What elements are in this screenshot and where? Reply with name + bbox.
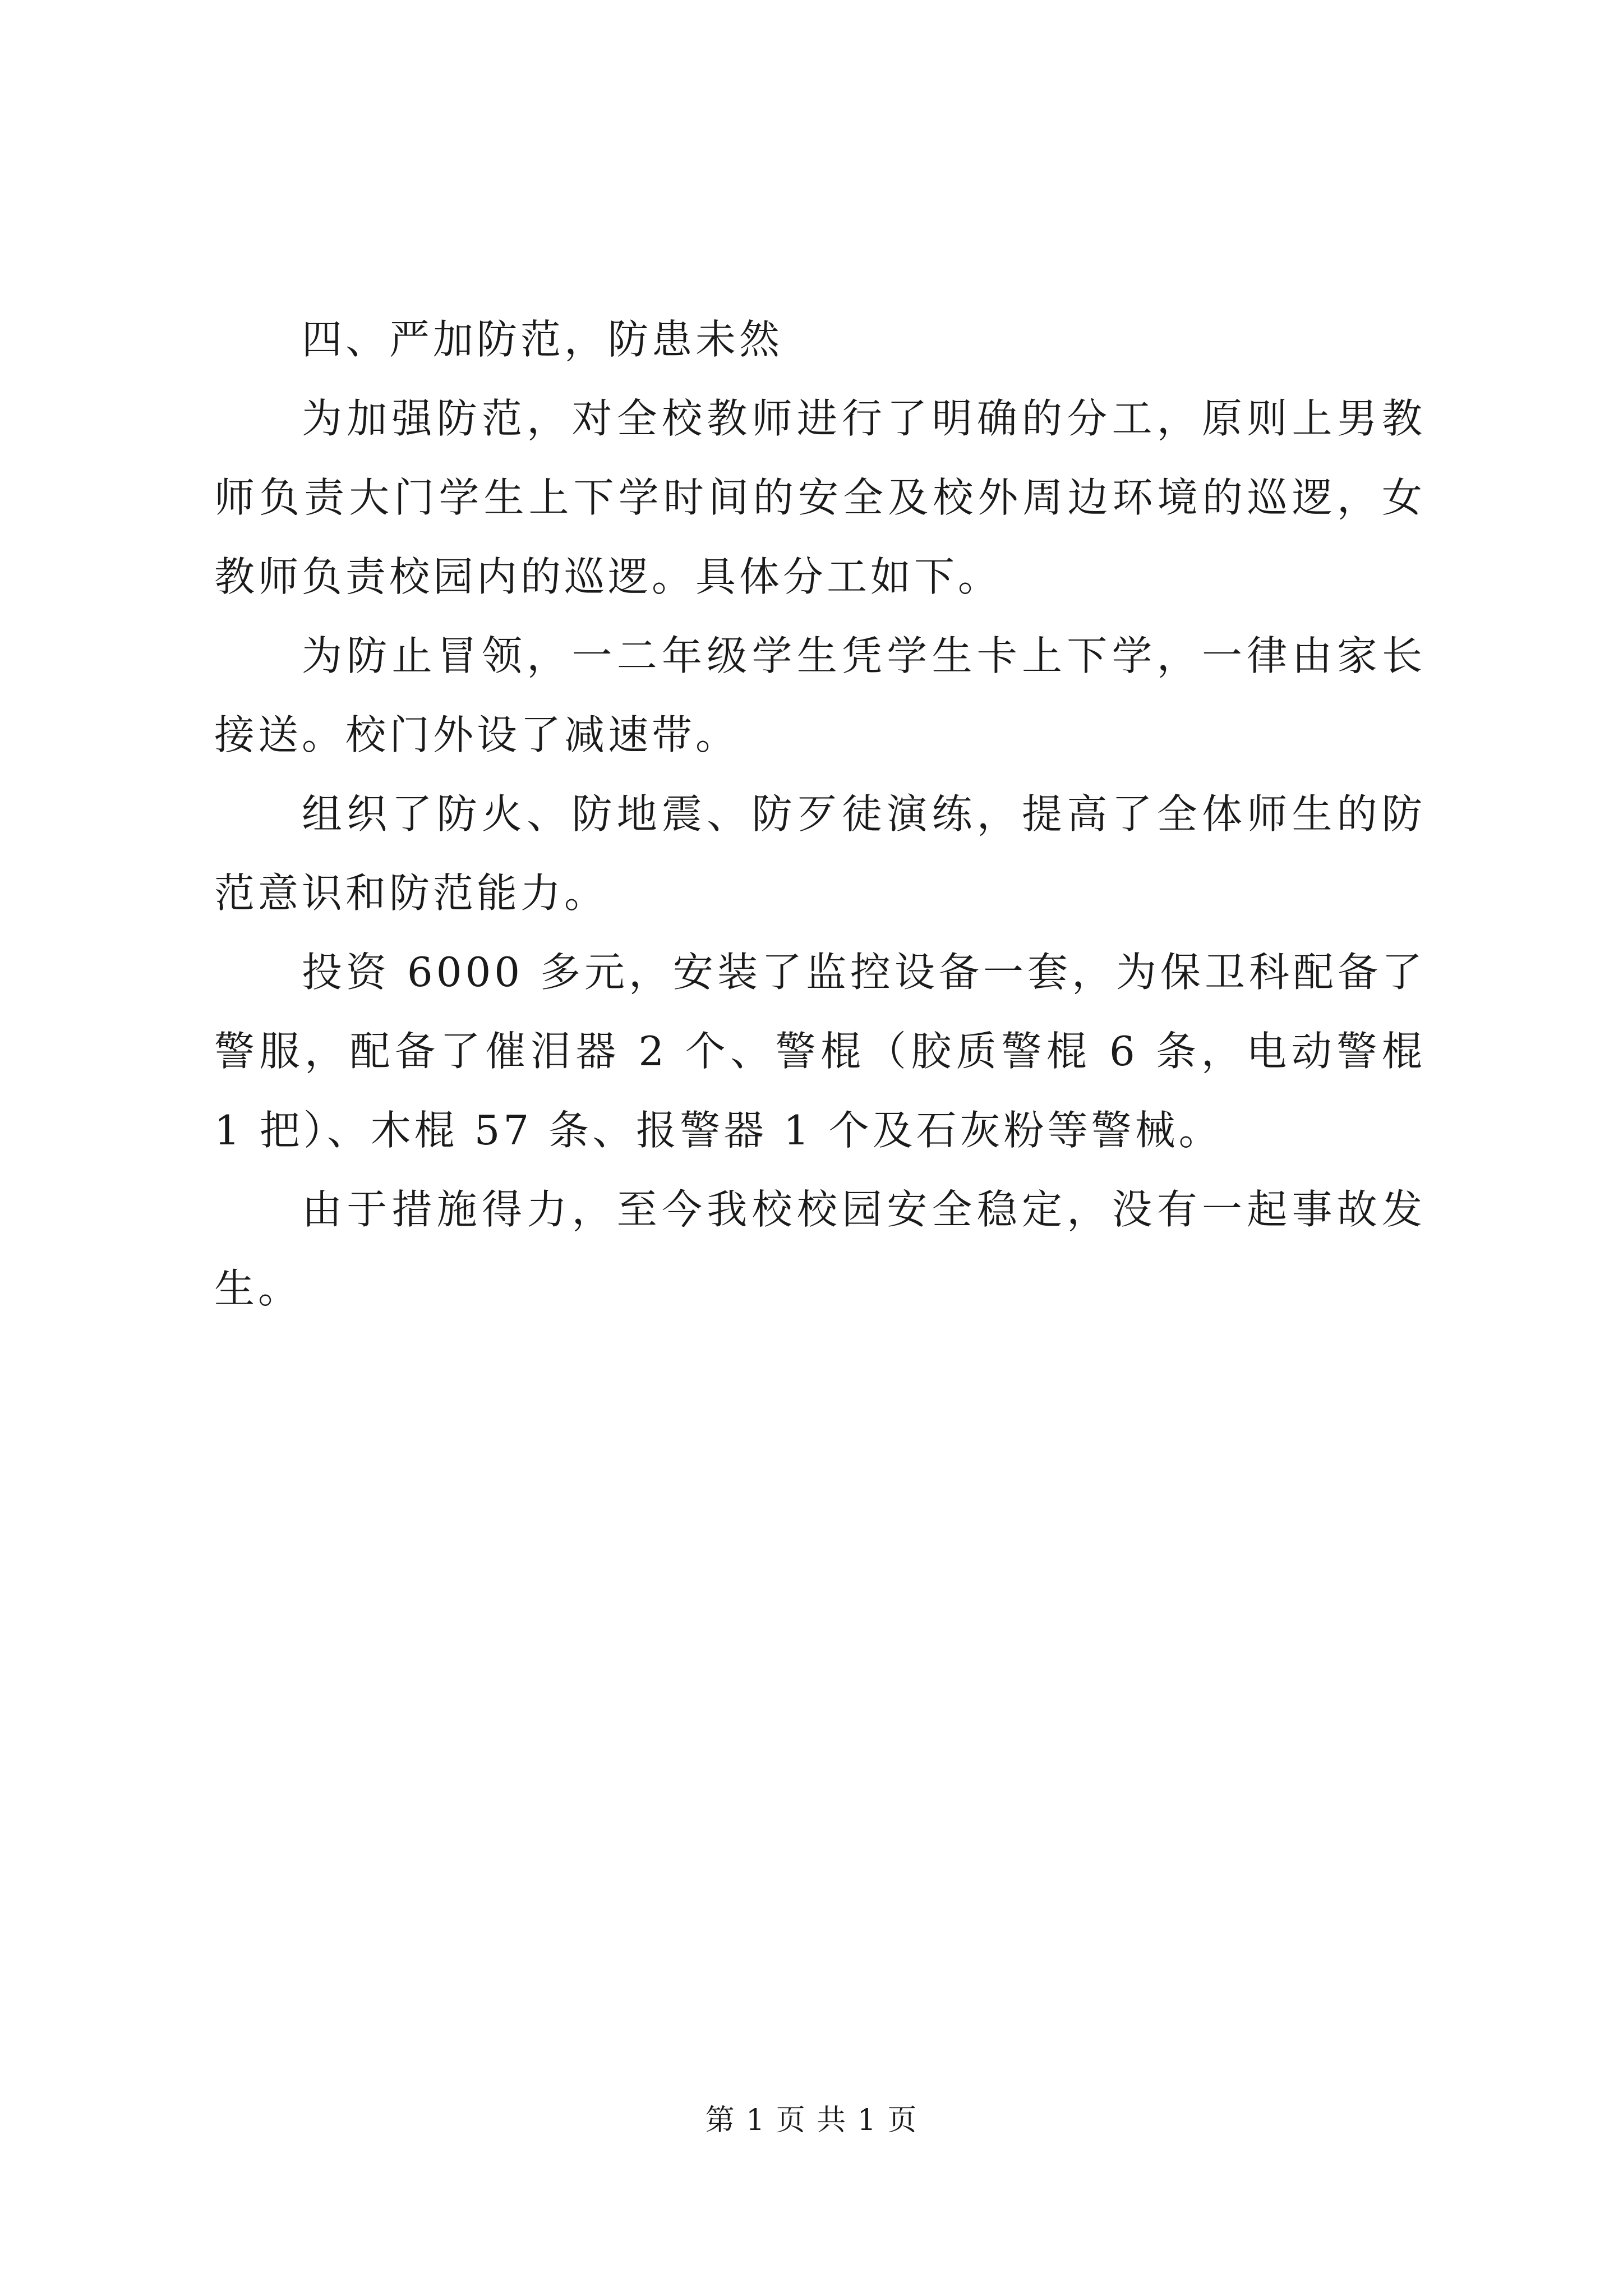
document-body	[214, 300, 1426, 1328]
paragraph-equipment: 投资 6000 多元，安装了监控设备一套，为保卫科配备了警服，配备了催泪器 2 个、警棍（胶质警棍 6 条，电动警棍 1 把）、木棍 57 条、报警器 1 个及石灰粉等警械。	[214, 949, 1426, 1154]
paragraph-pickup-policy: 为防止冒领，一二年级学生凭学生卡上下学，一律由家长接送。校门外设了减速带。	[214, 632, 1426, 758]
paragraph-drills: 组织了防火、防地震、防歹徒演练，提高了全体师生的防范意识和防范能力。	[214, 790, 1426, 917]
page-footer: 第 1 页 共 1 页	[705, 2104, 918, 2137]
section-heading: 四、严加防范，防患未然	[302, 316, 783, 363]
paragraph-conclusion: 由于措施得力，至今我校校园安全稳定，没有一起事故发生。	[214, 1186, 1426, 1312]
paragraph-division-of-duties: 为加强防范，对全校教师进行了明确的分工，原则上男教师负责大门学生上下学时间的安全及校外周边环境的巡逻，女教师负责校园内的巡逻。具体分工如下。	[214, 395, 1426, 600]
